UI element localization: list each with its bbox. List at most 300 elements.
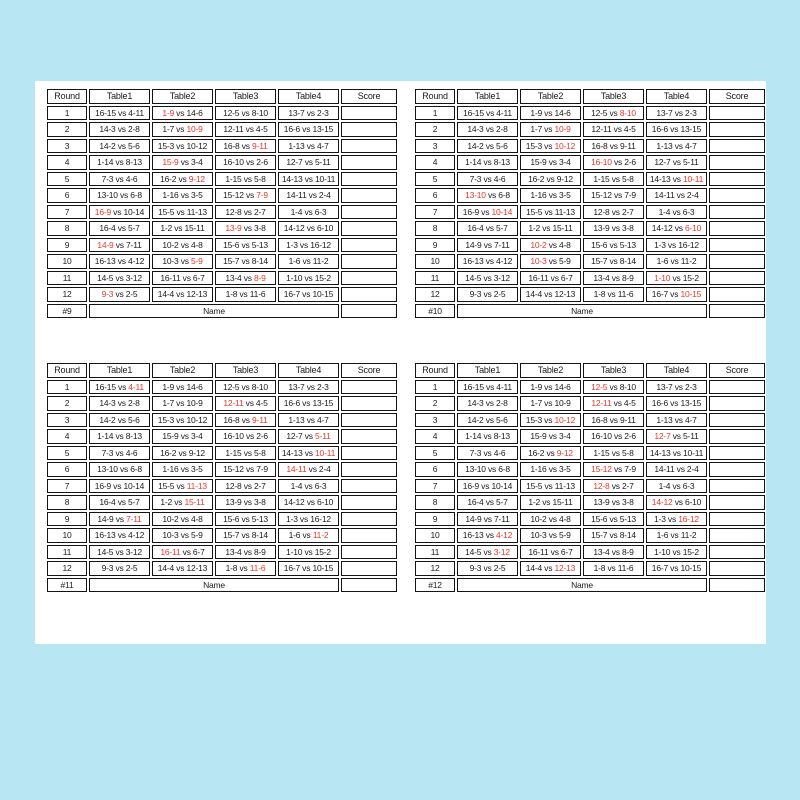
- matchup-cell-table4: [646, 106, 707, 121]
- team-pair: 16-6: [651, 398, 669, 409]
- score-cell: [709, 396, 765, 411]
- round-number-cell: 12: [47, 561, 87, 576]
- team-pair: 3-12: [125, 272, 142, 283]
- round-number-cell: 11: [415, 545, 455, 560]
- matchup-cell-table2: [152, 462, 213, 477]
- total-score-cell: [341, 578, 397, 593]
- team-pair: 16-13: [462, 256, 484, 267]
- vs-label: vs: [115, 107, 129, 118]
- team-pair: 1-14: [97, 157, 114, 168]
- matchup-cell-table2: [520, 446, 581, 461]
- team-pair: 13-10: [97, 464, 118, 475]
- team-pair: 15-7: [591, 530, 608, 541]
- vs-label: vs: [174, 289, 187, 300]
- team-pair: 2-5: [125, 563, 138, 574]
- vs-label: vs: [485, 190, 499, 201]
- team-pair: 14-5: [465, 546, 482, 557]
- team-pair: 15-5: [526, 480, 543, 491]
- vs-label: vs: [113, 447, 126, 458]
- team-pair: 1-15: [593, 447, 610, 458]
- score-cell: [709, 380, 765, 395]
- team-pair: 5-6: [127, 414, 140, 425]
- vs-label: vs: [542, 206, 555, 217]
- matchup-cell-table2: [152, 396, 213, 411]
- vs-label: vs: [485, 464, 499, 475]
- matchup-cell-table4: [278, 545, 339, 560]
- matchup-cell-table3: [583, 479, 644, 494]
- team-pair: 15-11: [184, 223, 205, 234]
- vs-label: vs: [548, 546, 561, 557]
- team-pair: 1-3: [286, 239, 298, 250]
- round-row: [415, 462, 765, 477]
- vs-label: vs: [178, 239, 191, 250]
- score-cell: [709, 462, 765, 477]
- vs-label: vs: [178, 431, 191, 442]
- vs-label: vs: [548, 272, 561, 283]
- score-cell: [341, 106, 397, 121]
- vs-label: vs: [672, 414, 685, 425]
- matchup-cell-table3: [583, 528, 644, 543]
- team-pair: 4-12: [127, 256, 145, 267]
- team-pair: 14-9: [465, 239, 482, 250]
- team-pair: 1-2: [528, 223, 541, 234]
- round-row: [47, 221, 397, 236]
- team-pair: 8-13: [493, 431, 510, 442]
- vs-label: vs: [611, 464, 625, 475]
- vs-label: vs: [302, 272, 315, 283]
- team-pair: 3-4: [558, 431, 571, 442]
- round-number-cell: 10: [47, 254, 87, 269]
- team-pair: 15-7: [591, 256, 608, 267]
- team-pair: 16-7: [283, 289, 301, 300]
- matchup-cell-table4: [646, 446, 707, 461]
- team-pair: 7-3: [101, 173, 114, 184]
- matchup-cell-table1: [89, 512, 150, 527]
- round-number-cell: 4: [415, 155, 455, 170]
- round-number-cell: 8: [415, 221, 455, 236]
- round-row: [415, 429, 765, 444]
- vs-label: vs: [672, 140, 685, 151]
- round-number-cell: 12: [415, 287, 455, 302]
- score-cell: [709, 512, 765, 527]
- round-number-cell: 1: [47, 106, 87, 121]
- vs-label: vs: [481, 563, 494, 574]
- score-cell: [341, 446, 397, 461]
- matchup-cell-table1: [89, 221, 150, 236]
- round-row: [47, 106, 397, 121]
- vs-label: vs: [117, 464, 131, 475]
- round-number-cell: 4: [47, 429, 87, 444]
- round-row: [415, 446, 765, 461]
- team-pair: 15-12: [223, 190, 244, 201]
- round-number-cell: 5: [47, 446, 87, 461]
- vs-label: vs: [113, 173, 126, 184]
- matchup-cell-table3: [215, 172, 276, 187]
- matchup-cell-table2: [520, 122, 581, 137]
- score-cell: [341, 380, 397, 395]
- player-name-cell: Name: [457, 304, 707, 319]
- team-pair: 10-2: [162, 239, 179, 250]
- matchup-cell-table2: [152, 205, 213, 220]
- score-cell: [709, 287, 765, 302]
- round-row: [47, 155, 397, 170]
- matchup-cell-table1: [457, 545, 518, 560]
- team-pair: 5-13: [619, 239, 636, 250]
- score-cell: [341, 188, 397, 203]
- score-cell: [341, 238, 397, 253]
- highlighted-pair: 10-9: [554, 124, 571, 135]
- matchup-cell-table2: [152, 380, 213, 395]
- team-pair: 14-4: [525, 563, 543, 574]
- vs-label: vs: [115, 530, 128, 541]
- matchup-cell-table4: [646, 205, 707, 220]
- team-pair: 12-11: [223, 124, 244, 135]
- matchup-cell-table1: [89, 172, 150, 187]
- highlighted-pair: 10-11: [683, 173, 704, 184]
- matchup-cell-table3: [215, 271, 276, 286]
- total-score-cell: [709, 578, 765, 593]
- team-pair: 4-8: [190, 239, 203, 250]
- team-pair: 5-11: [683, 157, 699, 168]
- matchup-cell-table1: [89, 106, 150, 121]
- score-cell: [341, 287, 397, 302]
- vs-label: vs: [302, 431, 316, 442]
- score-card-11: [45, 361, 399, 594]
- team-pair: 6-8: [498, 190, 510, 201]
- round-row: [415, 254, 765, 269]
- round-row: [415, 287, 765, 302]
- round-row: [47, 413, 397, 428]
- vs-label: vs: [243, 124, 256, 135]
- highlighted-pair: 10-14: [491, 206, 513, 217]
- round-number-cell: 11: [47, 271, 87, 286]
- score-cell: [341, 413, 397, 428]
- team-pair: 1-14: [465, 157, 482, 168]
- matchup-cell-table4: [646, 413, 707, 428]
- team-pair: 2-4: [686, 190, 699, 201]
- highlighted-pair: 16-11: [160, 546, 181, 557]
- team-pair: 16-2: [528, 173, 545, 184]
- matchup-cell-table1: [89, 462, 150, 477]
- vs-label: vs: [111, 480, 124, 491]
- round-number-cell: 1: [415, 106, 455, 121]
- team-pair: 16-11: [160, 272, 181, 283]
- team-pair: 16-15: [463, 381, 484, 392]
- vs-label: vs: [546, 157, 559, 168]
- team-pair: 1-16: [530, 190, 547, 201]
- highlighted-pair: 14-12: [651, 497, 673, 508]
- team-pair: 12-11: [591, 124, 612, 135]
- matchup-cell-table2: [152, 479, 213, 494]
- vs-label: vs: [672, 107, 685, 118]
- team-pair: 14-11: [654, 464, 675, 475]
- highlighted-pair: 4-12: [495, 530, 513, 541]
- team-pair: 3-8: [253, 223, 266, 234]
- matchup-cell-table4: [278, 221, 339, 236]
- round-row: [415, 413, 765, 428]
- score-cell: [709, 528, 765, 543]
- vs-label: vs: [113, 431, 126, 442]
- team-pair: 10-15: [680, 563, 702, 574]
- vs-label: vs: [540, 223, 553, 234]
- team-pair: 14-2: [467, 414, 484, 425]
- team-pair: 15-3: [157, 414, 175, 425]
- round-number-cell: 9: [415, 512, 455, 527]
- team-pair: 16-7: [651, 289, 669, 300]
- matchup-cell-table4: [646, 238, 707, 253]
- team-pair: 13-10: [97, 190, 118, 201]
- matchup-cell-table2: [520, 271, 581, 286]
- team-pair: 8-9: [621, 272, 634, 283]
- team-pair: 1-3: [654, 239, 666, 250]
- highlighted-pair: 10-12: [554, 414, 576, 425]
- vs-label: vs: [546, 530, 559, 541]
- matchup-cell-table1: [457, 155, 518, 170]
- vs-label: vs: [306, 190, 319, 201]
- team-pair: 15-11: [552, 223, 573, 234]
- matchup-cell-table3: [583, 413, 644, 428]
- team-pair: 11-13: [186, 206, 207, 217]
- team-pair: 14-3: [99, 398, 116, 409]
- team-pair: 12-5: [591, 107, 608, 118]
- vs-label: vs: [481, 447, 494, 458]
- vs-label: vs: [546, 431, 559, 442]
- vs-label: vs: [243, 157, 257, 168]
- vs-label: vs: [304, 381, 317, 392]
- score-cell: [709, 205, 765, 220]
- team-pair: 15-5: [526, 206, 543, 217]
- team-pair: 3-8: [253, 497, 266, 508]
- team-pair: 5-13: [251, 239, 268, 250]
- vs-label: vs: [668, 563, 681, 574]
- matchup-cell-table1: [89, 188, 150, 203]
- round-number-cell: 2: [47, 396, 87, 411]
- team-pair: 6-8: [498, 464, 510, 475]
- round-row: [47, 287, 397, 302]
- round-row: [47, 396, 397, 411]
- team-pair: 16-9: [462, 206, 480, 217]
- score-cell: [341, 139, 397, 154]
- matchup-cell-table3: [583, 429, 644, 444]
- matchup-cell-table2: [152, 446, 213, 461]
- matchup-cell-table4: [646, 561, 707, 576]
- vs-label: vs: [611, 124, 624, 135]
- vs-label: vs: [605, 289, 618, 300]
- highlighted-pair: 9-11: [252, 140, 268, 151]
- team-pair: 13-15: [680, 398, 702, 409]
- vs-label: vs: [174, 563, 187, 574]
- score-cell: [709, 172, 765, 187]
- highlighted-pair: 12-7: [654, 431, 671, 442]
- vs-label: vs: [172, 497, 185, 508]
- team-pair: 14-6: [186, 107, 203, 118]
- score-cell: [709, 271, 765, 286]
- score-cell: [709, 545, 765, 560]
- matchup-cell-table2: [520, 188, 581, 203]
- team-pair: 4-11: [496, 107, 512, 118]
- vs-label: vs: [609, 447, 622, 458]
- vs-label: vs: [479, 206, 492, 217]
- team-pair: 4-11: [128, 107, 144, 118]
- vs-label: vs: [668, 289, 681, 300]
- team-pair: 12-13: [186, 289, 208, 300]
- column-header-table2: Table2: [152, 363, 213, 378]
- team-pair: 15-6: [591, 239, 608, 250]
- matchup-cell-table4: [278, 254, 339, 269]
- highlighted-pair: 12-13: [554, 563, 576, 574]
- vs-label: vs: [668, 256, 681, 267]
- team-pair: 15-2: [314, 272, 331, 283]
- matchup-cell-table4: [278, 188, 339, 203]
- vs-label: vs: [607, 140, 621, 151]
- team-pair: 2-3: [684, 381, 697, 392]
- team-pair: 13-7: [656, 107, 673, 118]
- vs-label: vs: [607, 530, 620, 541]
- matchup-cell-table4: [278, 396, 339, 411]
- vs-label: vs: [300, 530, 313, 541]
- vs-label: vs: [239, 513, 252, 524]
- vs-label: vs: [670, 272, 683, 283]
- matchup-cell-table1: [89, 561, 150, 576]
- round-number-cell: 8: [47, 495, 87, 510]
- highlighted-pair: 10-11: [315, 447, 336, 458]
- team-pair: 11-2: [680, 530, 697, 541]
- vs-label: vs: [302, 447, 316, 458]
- round-row: [415, 495, 765, 510]
- round-number-cell: 3: [47, 413, 87, 428]
- vs-label: vs: [113, 157, 126, 168]
- column-header-score: Score: [709, 89, 765, 104]
- team-pair: 1-3: [654, 513, 666, 524]
- card-number-label: #11: [47, 578, 87, 593]
- matchup-cell-table3: [583, 545, 644, 560]
- score-card-12: [413, 361, 767, 594]
- highlighted-pair: 12-5: [591, 381, 608, 392]
- team-pair: 1-8: [225, 563, 238, 574]
- vs-label: vs: [542, 289, 555, 300]
- highlighted-pair: 9-12: [556, 447, 573, 458]
- team-pair: 10-3: [530, 530, 547, 541]
- team-pair: 11-13: [554, 206, 575, 217]
- round-row: [415, 221, 765, 236]
- column-header-table2: Table2: [152, 89, 213, 104]
- team-pair: 1-13: [656, 140, 673, 151]
- vs-label: vs: [115, 124, 128, 135]
- matchup-cell-table3: [583, 271, 644, 286]
- team-pair: 16-10: [591, 431, 612, 442]
- team-pair: 5-9: [558, 256, 571, 267]
- matchup-cell-table1: [457, 271, 518, 286]
- team-pair: 6-3: [314, 206, 327, 217]
- vs-label: vs: [479, 480, 492, 491]
- team-pair: 16-8: [591, 414, 608, 425]
- vs-label: vs: [239, 107, 252, 118]
- vs-label: vs: [302, 546, 315, 557]
- vs-label: vs: [540, 497, 553, 508]
- team-pair: 14-11: [286, 190, 307, 201]
- team-pair: 1-6: [288, 530, 301, 541]
- matchup-cell-table3: [583, 561, 644, 576]
- team-pair: 5-6: [495, 140, 508, 151]
- team-pair: 10-14: [123, 206, 145, 217]
- team-pair: 10-11: [683, 447, 704, 458]
- matchup-cell-table3: [583, 287, 644, 302]
- team-pair: 14-5: [97, 272, 114, 283]
- column-header-table4: Table4: [646, 89, 707, 104]
- team-pair: 13-4: [225, 272, 242, 283]
- score-cell: [341, 271, 397, 286]
- column-header-round: Round: [47, 89, 87, 104]
- round-row: [415, 396, 765, 411]
- score-cell: [709, 446, 765, 461]
- matchup-cell-table3: [215, 413, 276, 428]
- team-pair: 5-8: [253, 173, 266, 184]
- vs-label: vs: [241, 447, 254, 458]
- team-pair: 2-3: [684, 107, 697, 118]
- matchup-cell-table3: [215, 545, 276, 560]
- vs-label: vs: [172, 223, 185, 234]
- team-pair: 2-6: [624, 431, 636, 442]
- team-pair: 8-14: [251, 256, 268, 267]
- team-pair: 15-7: [223, 256, 240, 267]
- vs-label: vs: [674, 190, 687, 201]
- column-header-table1: Table1: [89, 89, 150, 104]
- vs-label: vs: [113, 239, 127, 250]
- team-pair: 5-9: [190, 530, 203, 541]
- vs-label: vs: [546, 239, 559, 250]
- highlighted-pair: 5-11: [315, 431, 331, 442]
- column-header-table3: Table3: [583, 89, 644, 104]
- card-number-label: #9: [47, 304, 87, 319]
- team-pair: 7-11: [494, 513, 510, 524]
- team-pair: 7-11: [494, 239, 510, 250]
- round-number-cell: 9: [415, 238, 455, 253]
- vs-label: vs: [607, 414, 621, 425]
- highlighted-pair: 6-10: [684, 223, 702, 234]
- matchup-cell-table2: [152, 429, 213, 444]
- rotation-table-9: [45, 87, 399, 320]
- matchup-cell-table2: [520, 429, 581, 444]
- team-pair: 16-12: [678, 239, 699, 250]
- round-row: [47, 172, 397, 187]
- highlighted-pair: 10-12: [554, 140, 576, 151]
- vs-label: vs: [239, 414, 253, 425]
- vs-label: vs: [304, 497, 317, 508]
- score-cell: [709, 221, 765, 236]
- round-number-cell: 7: [47, 479, 87, 494]
- matchup-cell-table3: [583, 396, 644, 411]
- team-pair: 13-4: [593, 272, 610, 283]
- matchup-cell-table2: [520, 221, 581, 236]
- round-row: [415, 512, 765, 527]
- matchup-cell-table2: [152, 528, 213, 543]
- matchup-cell-table4: [278, 271, 339, 286]
- score-cell: [709, 413, 765, 428]
- highlighted-pair: 16-9: [94, 206, 112, 217]
- team-pair: 16-15: [463, 107, 484, 118]
- vs-label: vs: [609, 173, 622, 184]
- team-pair: 16-7: [651, 563, 669, 574]
- vs-label: vs: [670, 447, 684, 458]
- vs-label: vs: [609, 480, 622, 491]
- matchup-cell-table4: [278, 139, 339, 154]
- matchup-cell-table3: [583, 495, 644, 510]
- vs-label: vs: [241, 546, 254, 557]
- team-pair: 10-3: [162, 530, 179, 541]
- matchup-cell-table4: [278, 429, 339, 444]
- column-header-table3: Table3: [583, 363, 644, 378]
- team-pair: 13-9: [593, 223, 610, 234]
